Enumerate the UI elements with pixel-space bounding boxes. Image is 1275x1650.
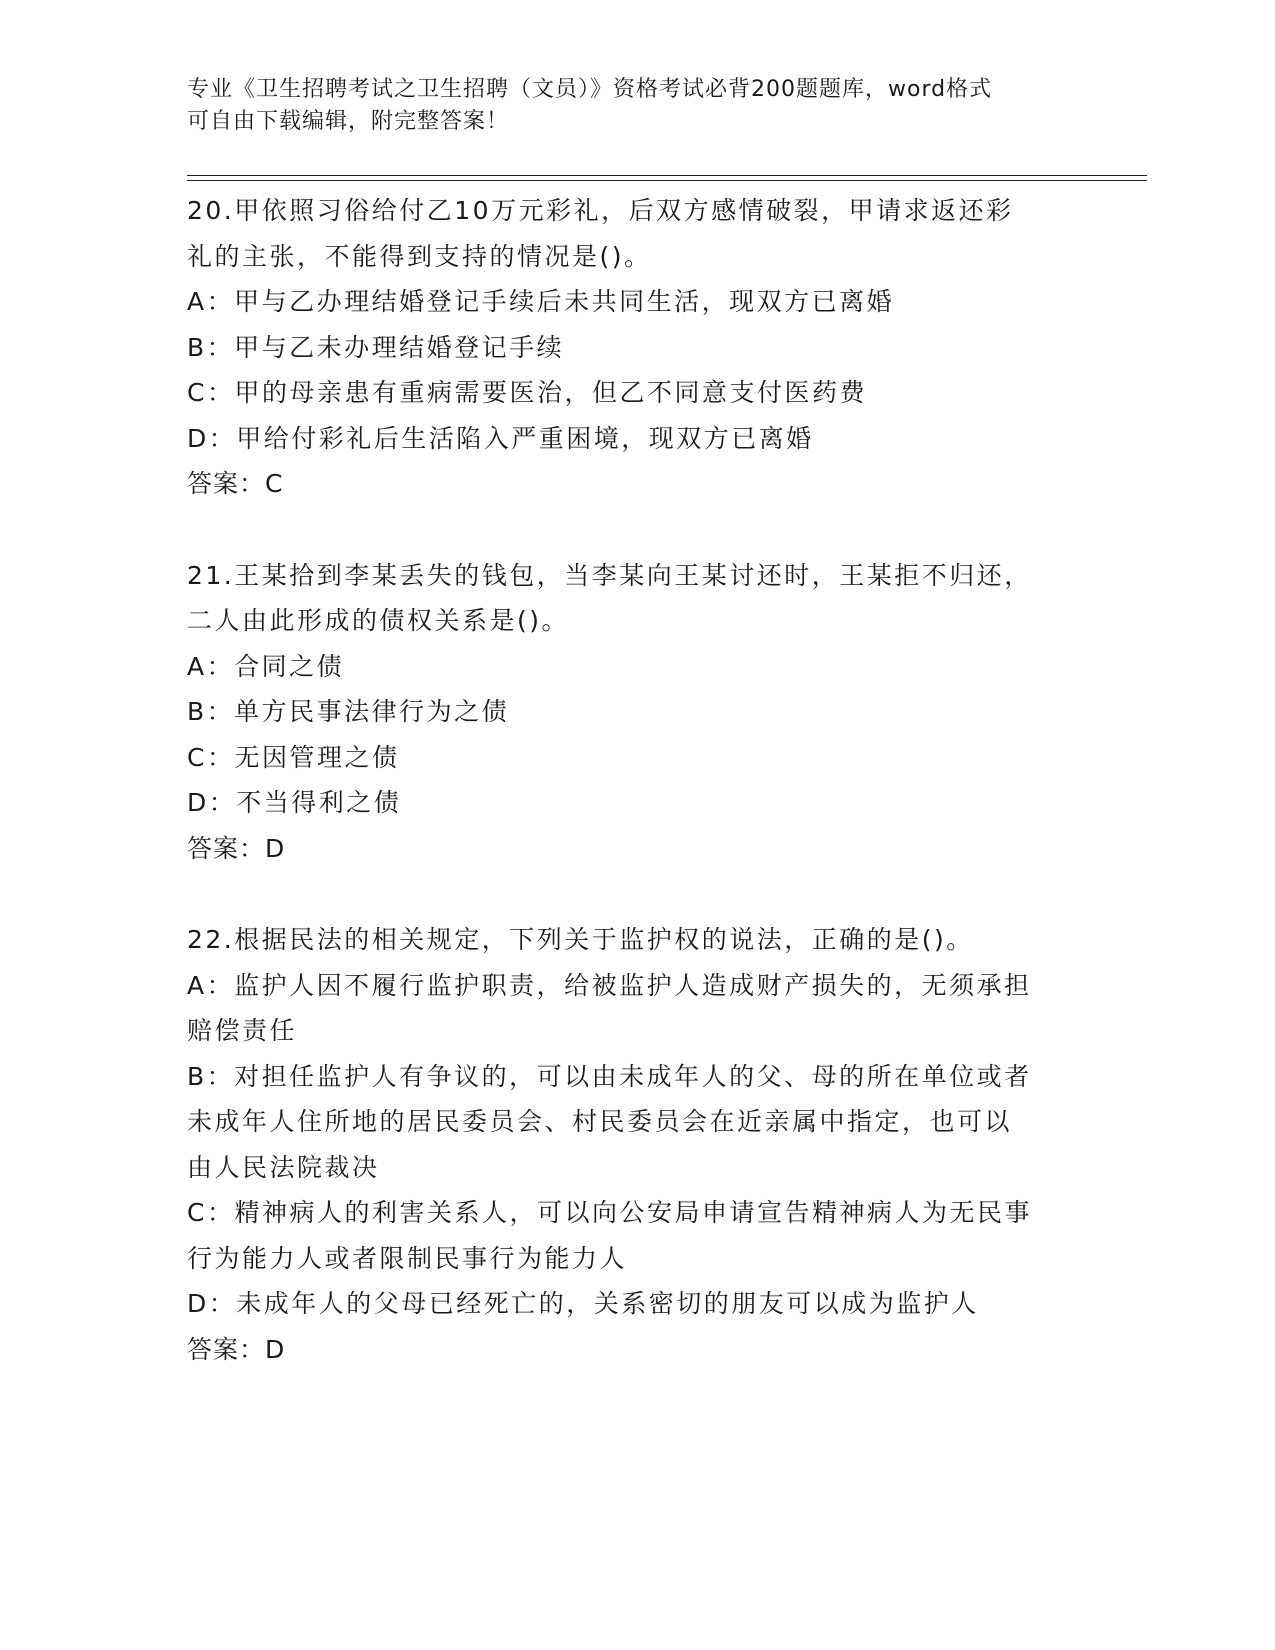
question-21 xyxy=(187,553,1087,872)
option-b: B：单方民事法律行为之债 xyxy=(187,697,510,726)
header-line-2: 可自由下载编辑，附完整答案！ xyxy=(187,109,510,134)
option-a: A：监护人因不履行监护职责，给被监护人造成财产损失的，无须承担 xyxy=(187,970,1032,1000)
option-c: C：甲的母亲患有重病需要医治，但乙不同意支付医药费 xyxy=(187,378,867,407)
option-d: D：未成年人的父母已经死亡的，关系密切的朋友可以成为监护人 xyxy=(187,1289,979,1318)
question-stem-line: 二人由此形成的债权关系是()。 xyxy=(187,606,570,635)
question-spacer xyxy=(187,871,1087,917)
question-list xyxy=(187,188,1087,1372)
option-a-continued: 赔偿责任 xyxy=(187,1016,298,1045)
document-header xyxy=(187,74,1067,138)
question-stem-line: 礼的主张，不能得到支持的情况是()。 xyxy=(187,241,652,271)
option-b-continued: 由人民法院裁决 xyxy=(187,1152,380,1182)
question-stem-line: 21.王某拾到李某丢失的钱包，当李某向王某讨还时，王某拒不归还， xyxy=(187,560,1032,590)
answer-line: 答案：D xyxy=(187,833,286,863)
option-d: D：甲给付彩礼后生活陷入严重困境，现双方已离婚 xyxy=(187,423,814,453)
header-line-1: 专业《卫生招聘考试之卫生招聘（文员）》资格考试必背200题题库，word格式 xyxy=(187,77,993,102)
header-divider-top xyxy=(187,175,1147,176)
option-a: A：甲与乙办理结婚登记手续后未共同生活，现双方已离婚 xyxy=(187,287,895,316)
answer-line: 答案：C xyxy=(187,469,284,498)
question-22 xyxy=(187,917,1087,1372)
answer-line: 答案：D xyxy=(187,1334,286,1364)
option-b-continued: 未成年人住所地的居民委员会、村民委员会在近亲属中指定，也可以 xyxy=(187,1107,1013,1136)
option-d: D：不当得利之债 xyxy=(187,788,402,817)
option-b: B：对担任监护人有争议的，可以由未成年人的父、母的所在单位或者 xyxy=(187,1061,1032,1091)
header-divider-bottom xyxy=(187,180,1147,181)
option-c-continued: 行为能力人或者限制民事行为能力人 xyxy=(187,1243,628,1273)
question-20 xyxy=(187,188,1087,507)
question-spacer xyxy=(187,507,1087,553)
option-b: B：甲与乙未办理结婚登记手续 xyxy=(187,332,565,362)
option-c: C：无因管理之债 xyxy=(187,742,400,772)
option-c: C：精神病人的利害关系人，可以向公安局申请宣告精神病人为无民事 xyxy=(187,1198,1032,1227)
option-a: A：合同之债 xyxy=(187,651,345,681)
question-stem-line: 20.甲依照习俗给付乙10万元彩礼，后双方感情破裂，甲请求返还彩 xyxy=(187,196,1014,225)
question-stem-line: 22.根据民法的相关规定，下列关于监护权的说法，正确的是()。 xyxy=(187,925,974,954)
